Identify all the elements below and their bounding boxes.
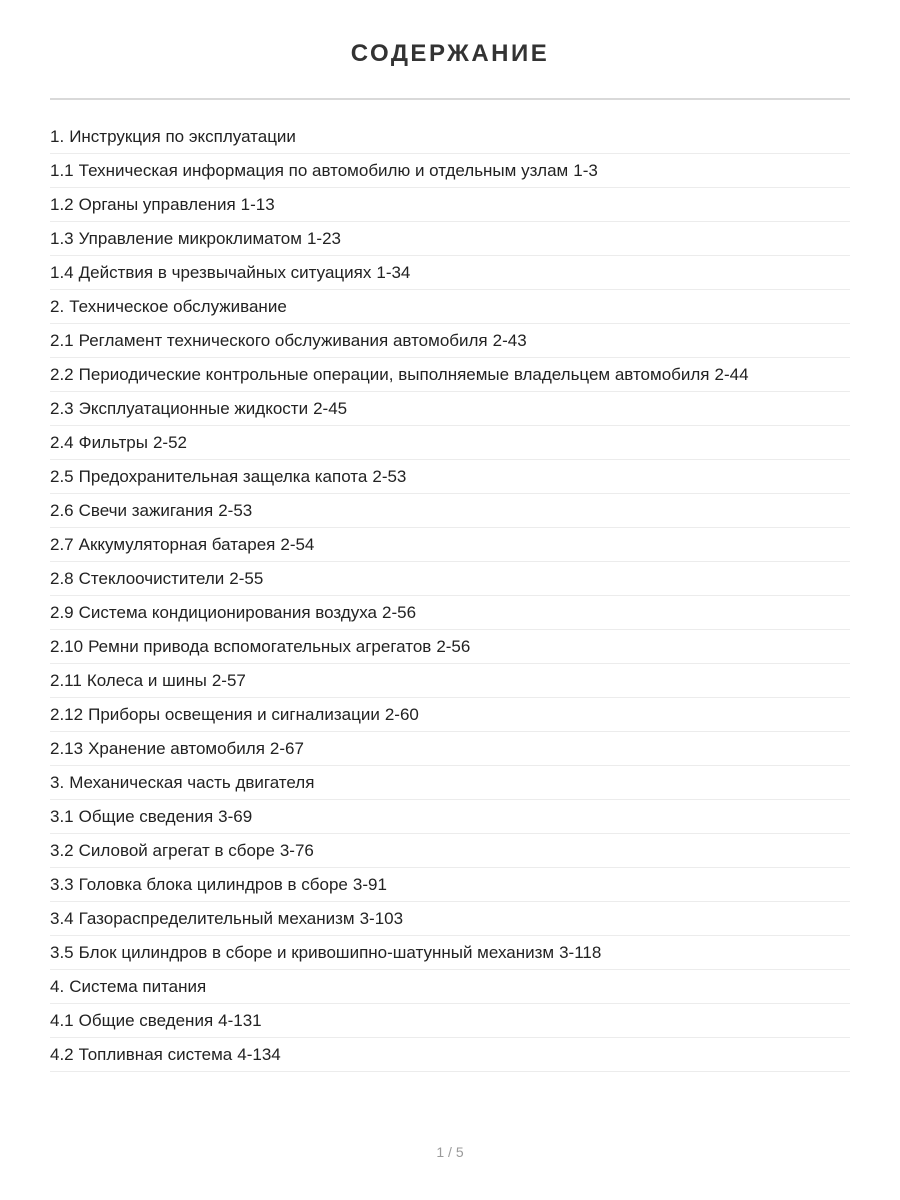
toc-entry[interactable] <box>50 188 850 222</box>
toc-entry-title: Система питания <box>69 977 207 996</box>
toc-entry-page: 2-60 <box>384 705 419 724</box>
toc-entry-number: 3. <box>50 773 65 792</box>
toc-entry-title: Система кондиционирования воздуха <box>78 603 378 622</box>
toc-entry[interactable] <box>50 460 850 494</box>
toc-entry[interactable] <box>50 698 850 732</box>
toc-entry-title: Топливная система <box>78 1045 233 1064</box>
toc-entry-page: 3-118 <box>559 943 602 962</box>
toc-entry-number: 3.3 <box>50 875 74 894</box>
toc-entry[interactable] <box>50 834 850 868</box>
toc-entry-page: 2-56 <box>382 603 417 622</box>
toc-entry-page: 1-3 <box>573 161 598 180</box>
toc-entry[interactable] <box>50 800 850 834</box>
toc-entry-title: Аккумуляторная батарея <box>78 535 276 554</box>
toc-entry-number: 1.2 <box>50 195 74 214</box>
toc-entry-title: Стеклоочистители <box>78 569 225 588</box>
toc-entry-number: 2.3 <box>50 399 74 418</box>
toc-entry-page: 1-23 <box>306 229 341 248</box>
toc-entry-title: Приборы освещения и сигнализации <box>88 705 380 724</box>
toc-entry-page: 3-76 <box>279 841 314 860</box>
toc-entry[interactable] <box>50 358 850 392</box>
toc-entry-number: 2.2 <box>50 365 74 384</box>
toc-entry[interactable] <box>50 392 850 426</box>
toc-entry[interactable] <box>50 630 850 664</box>
toc-entry-page: 2-56 <box>436 637 471 656</box>
toc-entry-number: 2.1 <box>50 331 74 350</box>
toc-entry-page: 1-34 <box>376 263 411 282</box>
toc-entry[interactable] <box>50 1038 850 1072</box>
toc-entry[interactable] <box>50 222 850 256</box>
toc-entry-title: Силовой агрегат в сборе <box>78 841 275 860</box>
toc-entry-page: 4-131 <box>218 1011 262 1030</box>
toc-entry-page: 2-54 <box>280 535 315 554</box>
toc-entry[interactable] <box>50 562 850 596</box>
toc-entry-title: Блок цилиндров в сборе и кривошипно-шатунный механизм <box>78 943 555 962</box>
toc-entry-title: Органы управления <box>78 195 236 214</box>
toc-page <box>50 0 850 1064</box>
toc-entry-page: 1-13 <box>240 195 275 214</box>
toc-entry-title: Свечи зажигания <box>78 501 214 520</box>
toc-entry-number: 2.10 <box>50 637 84 656</box>
toc-entry-title: Периодические контрольные операции, выполняемые владельцем автомобиля <box>78 365 710 384</box>
toc-entry-page: 2-53 <box>372 467 407 486</box>
toc-entry[interactable] <box>50 154 850 188</box>
toc-entry-number: 4.2 <box>50 1045 74 1064</box>
toc-entry-page: 2-45 <box>313 399 348 418</box>
toc-entry-number: 2.13 <box>50 739 84 758</box>
toc-entry-title: Хранение автомобиля <box>88 739 265 758</box>
toc-entry-title: Колеса и шины <box>86 671 207 690</box>
toc-entry[interactable] <box>50 290 850 324</box>
toc-entry-number: 1.1 <box>50 161 74 180</box>
toc-entry-number: 1.3 <box>50 229 74 248</box>
toc-entry-page: 4-134 <box>237 1045 281 1064</box>
toc-entry-page: 3-91 <box>352 875 387 894</box>
toc-entry-title: Управление микроклиматом <box>78 229 302 248</box>
toc-entry[interactable] <box>50 766 850 800</box>
toc-entry-title: Общие сведения <box>78 1011 214 1030</box>
toc-entry[interactable] <box>50 596 850 630</box>
toc-entry-number: 3.1 <box>50 807 74 826</box>
toc-entry-number: 3.5 <box>50 943 74 962</box>
toc-entry-title: Ремни привода вспомогательных агрегатов <box>88 637 432 656</box>
toc-entry-title: Техническое обслуживание <box>69 297 287 316</box>
toc-entry[interactable] <box>50 494 850 528</box>
toc-entry-title: Общие сведения <box>78 807 214 826</box>
toc-entry-page: 2-57 <box>211 671 246 690</box>
toc-entry-page: 2-53 <box>218 501 253 520</box>
toc-entry[interactable] <box>50 120 850 154</box>
toc-entry-page: 3-103 <box>359 909 404 928</box>
toc-entry-number: 3.2 <box>50 841 74 860</box>
toc-entry[interactable] <box>50 732 850 766</box>
toc-entry-number: 1. <box>50 127 65 146</box>
toc-entry-page: 2-67 <box>269 739 304 758</box>
toc-entry-number: 1.4 <box>50 263 74 282</box>
toc-entry-title: Эксплуатационные жидкости <box>78 399 309 418</box>
toc-entry[interactable] <box>50 324 850 358</box>
toc-entry[interactable] <box>50 868 850 902</box>
toc-entry[interactable] <box>50 528 850 562</box>
toc-entry[interactable] <box>50 426 850 460</box>
toc-entry-number: 2.9 <box>50 603 74 622</box>
toc-entry-number: 4. <box>50 977 65 996</box>
toc-entry-title: Техническая информация по автомобилю и отдельным узлам <box>78 161 569 180</box>
toc-entry-title: Фильтры <box>78 433 148 452</box>
toc-entry-title: Предохранительная защелка капота <box>78 467 368 486</box>
toc-entry-number: 2.4 <box>50 433 74 452</box>
toc-entry-number: 2.11 <box>50 671 82 690</box>
table-of-contents <box>50 120 850 1072</box>
toc-entry-title: Действия в чрезвычайных ситуациях <box>78 263 372 282</box>
title-divider <box>50 98 850 100</box>
toc-entry-title: Инструкция по эксплуатации <box>69 127 296 146</box>
toc-entry-page: 2-55 <box>229 569 264 588</box>
toc-entry-page: 3-69 <box>218 807 253 826</box>
toc-entry-number: 2.7 <box>50 535 74 554</box>
toc-entry-title: Механическая часть двигателя <box>69 773 315 792</box>
toc-entry[interactable] <box>50 664 850 698</box>
toc-entry[interactable] <box>50 1004 850 1038</box>
toc-entry-page: 2-44 <box>714 365 749 384</box>
page-indicator: 1 / 5 <box>436 1144 464 1160</box>
toc-entry[interactable] <box>50 902 850 936</box>
toc-entry-page: 2-43 <box>492 331 527 350</box>
toc-entry-title: Головка блока цилиндров в сборе <box>78 875 348 894</box>
toc-entry-title: Регламент технического обслуживания автомобиля <box>78 331 488 350</box>
toc-entry-number: 2.6 <box>50 501 74 520</box>
toc-entry-number: 2.12 <box>50 705 84 724</box>
toc-entry-title: Газораспределительный механизм <box>78 909 355 928</box>
toc-entry-number: 4.1 <box>50 1011 74 1030</box>
toc-entry[interactable] <box>50 256 850 290</box>
toc-entry-number: 3.4 <box>50 909 74 928</box>
toc-entry-number: 2. <box>50 297 65 316</box>
toc-entry[interactable] <box>50 970 850 1004</box>
toc-entry-number: 2.5 <box>50 467 74 486</box>
page-title: СОДЕРЖАНИЕ <box>350 40 550 67</box>
toc-entry-page: 2-52 <box>152 433 187 452</box>
toc-entry-number: 2.8 <box>50 569 74 588</box>
toc-entry[interactable] <box>50 936 850 970</box>
